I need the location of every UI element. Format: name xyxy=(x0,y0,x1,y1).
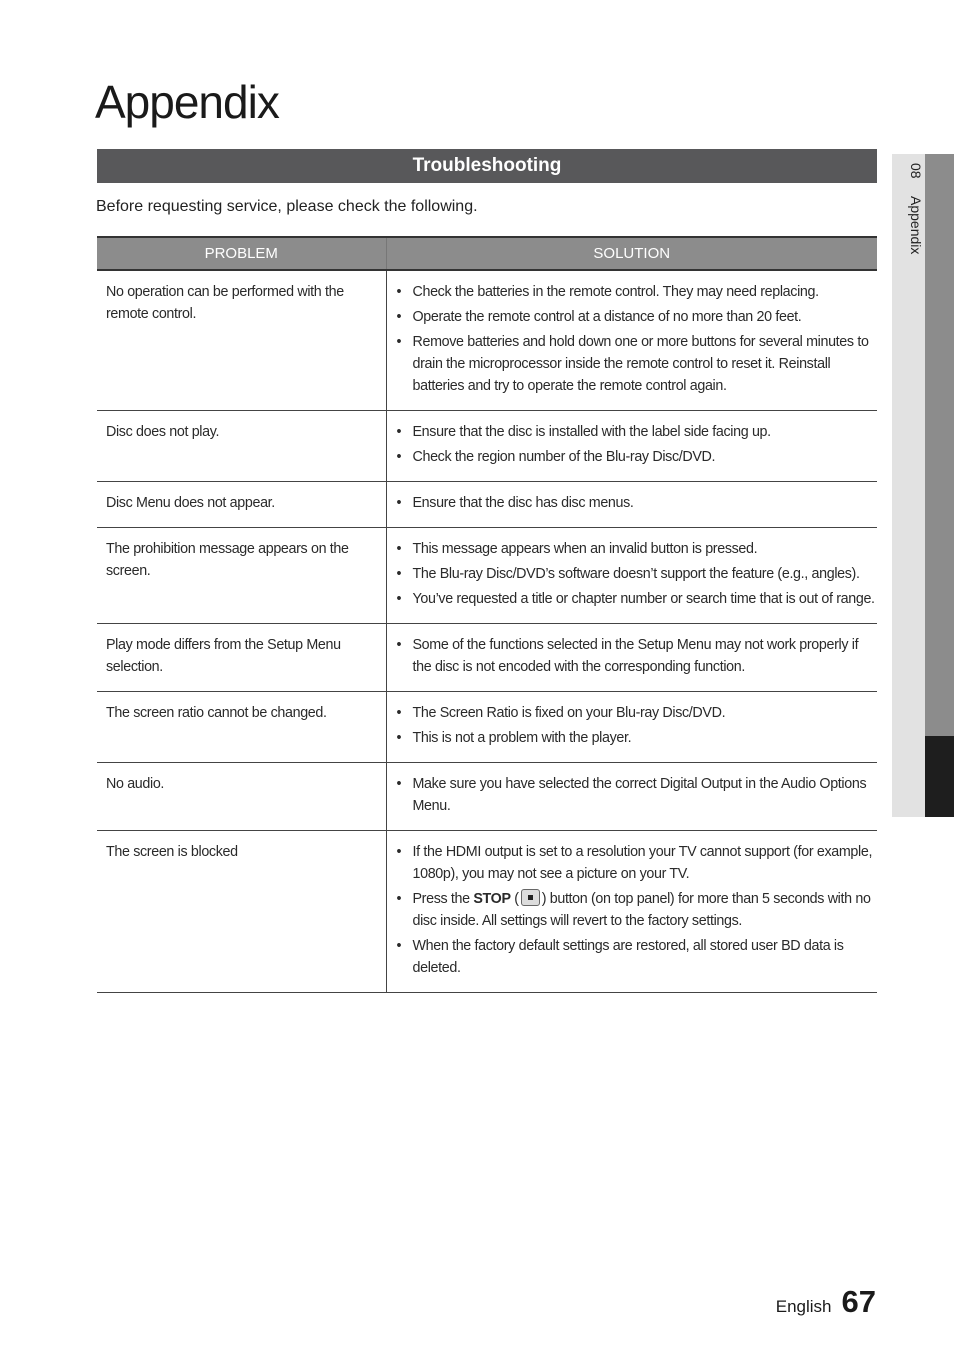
solution-list xyxy=(397,492,876,514)
solution-item: • Check the batteries in the remote control. They may need replacing. xyxy=(397,281,876,303)
stop-text-after: ) button (on top panel) for more than 5 seconds with no disc inside. All settings will revert to the factory settings. xyxy=(412,891,871,929)
stop-button-label: STOP xyxy=(473,891,511,907)
solution-item: • When the factory default settings are restored, all stored user BD data is deleted. xyxy=(397,935,876,979)
side-tab-label xyxy=(909,163,923,255)
problem-cell: The screen is blocked xyxy=(97,831,386,993)
table-row xyxy=(97,763,877,831)
solution-item: • Check the region number of the Blu-ray Disc/DVD. xyxy=(397,446,876,468)
solution-item: • This message appears when an invalid button is pressed. xyxy=(397,538,876,560)
solution-list xyxy=(397,634,876,678)
page-footer xyxy=(776,1284,876,1320)
solution-item-stop xyxy=(397,888,876,932)
solution-item: • Ensure that the disc has disc menus. xyxy=(397,492,876,514)
solution-item: • This is not a problem with the player. xyxy=(397,727,876,749)
table-row xyxy=(97,528,877,624)
solution-item: • The Screen Ratio is fixed on your Blu-ray Disc/DVD. xyxy=(397,702,876,724)
table-row xyxy=(97,411,877,482)
problem-cell: The screen ratio cannot be changed. xyxy=(97,692,386,763)
table-row xyxy=(97,482,877,528)
solution-cell xyxy=(386,270,877,411)
solution-item: • You’ve requested a title or chapter number or search time that is out of range. xyxy=(397,588,876,610)
stop-text-open: ( xyxy=(510,891,519,907)
side-tab-text: Appendix xyxy=(908,196,924,255)
problem-cell: Play mode differs from the Setup Menu selection. xyxy=(97,624,386,692)
solution-list xyxy=(397,773,876,817)
solution-cell xyxy=(386,692,877,763)
header-problem: PROBLEM xyxy=(97,237,386,270)
troubleshooting-table xyxy=(97,236,877,993)
chapter-title: Appendix xyxy=(95,76,279,128)
table-row xyxy=(97,831,877,993)
solution-item: • Make sure you have selected the correct Digital Output in the Audio Options Menu. xyxy=(397,773,876,817)
problem-cell: Disc Menu does not appear. xyxy=(97,482,386,528)
solution-item: • If the HDMI output is set to a resolution your TV cannot support (for example, 1080p), you may not see a picture on your TV. xyxy=(397,841,876,885)
solution-cell xyxy=(386,624,877,692)
solution-list xyxy=(397,421,876,468)
table-row xyxy=(97,692,877,763)
solution-list xyxy=(397,702,876,749)
problem-cell: No operation can be performed with the remote control. xyxy=(97,270,386,411)
problem-cell: The prohibition message appears on the screen. xyxy=(97,528,386,624)
solution-cell xyxy=(386,528,877,624)
solution-cell xyxy=(386,411,877,482)
footer-language: English xyxy=(775,1297,832,1316)
solution-list xyxy=(397,281,876,397)
solution-item: • The Blu-ray Disc/DVD’s software doesn’t support the feature (e.g., angles). xyxy=(397,563,876,585)
solution-item: • Some of the functions selected in the Setup Menu may not work properly if the disc is not encoded with the corresponding function. xyxy=(397,634,876,678)
solution-item: • Ensure that the disc is installed with the label side facing up. xyxy=(397,421,876,443)
intro-text: Before requesting service, please check the following. xyxy=(96,198,478,215)
table-row xyxy=(97,624,877,692)
header-solution: SOLUTION xyxy=(386,237,877,270)
solution-list xyxy=(397,841,876,979)
problem-cell: No audio. xyxy=(97,763,386,831)
page-number: 67 xyxy=(841,1284,876,1319)
section-title: Troubleshooting xyxy=(97,149,877,183)
solution-cell xyxy=(386,831,877,993)
solution-cell xyxy=(386,763,877,831)
table-header-row xyxy=(97,237,877,270)
side-tab-number: 08 xyxy=(908,163,924,179)
solution-item: • Remove batteries and hold down one or more buttons for several minutes to drain the microprocessor inside the remote control to reset it. Reinstall batteries and try to operate the remote control again. xyxy=(397,331,876,397)
solution-list xyxy=(397,538,876,610)
stop-text-before: Press the xyxy=(412,891,474,907)
solution-item: • Operate the remote control at a distance of no more than 20 feet. xyxy=(397,306,876,328)
problem-cell: Disc does not play. xyxy=(97,411,386,482)
side-tab-band xyxy=(925,154,954,736)
table-row xyxy=(97,270,877,411)
solution-cell xyxy=(386,482,877,528)
stop-icon xyxy=(521,889,540,906)
side-tab-marker xyxy=(925,736,954,817)
